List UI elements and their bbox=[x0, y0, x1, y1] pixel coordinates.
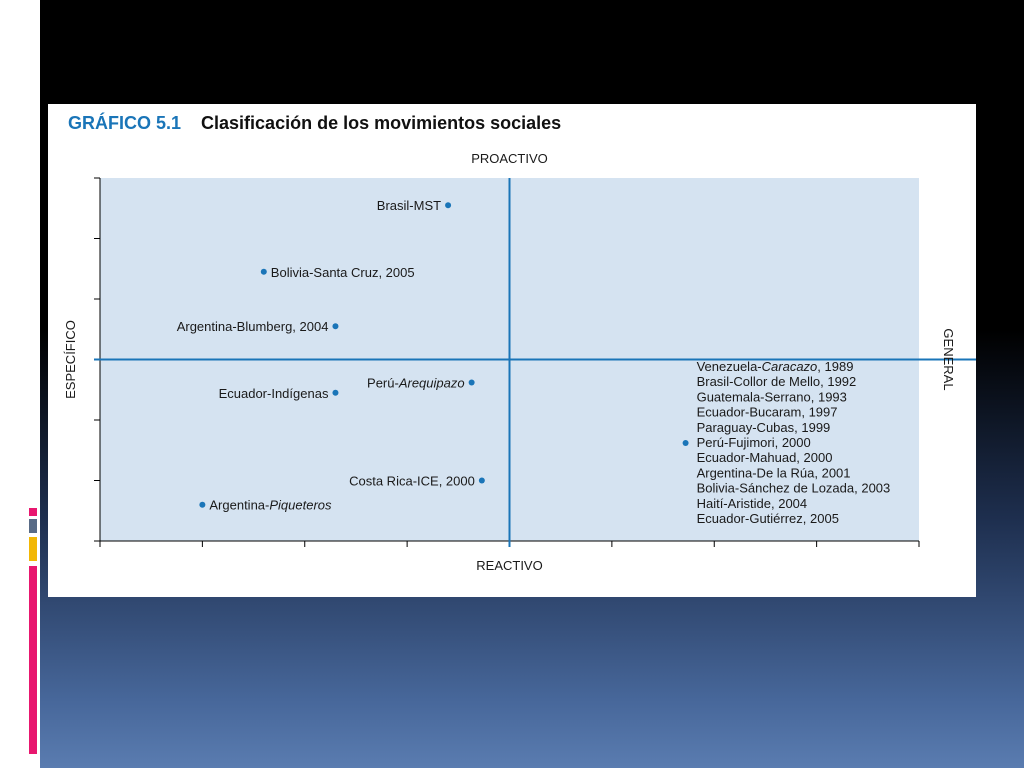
axis-label-right: GENERAL bbox=[941, 328, 956, 391]
data-point bbox=[261, 269, 267, 275]
figure-panel bbox=[48, 104, 976, 597]
data-label: Argentina-Piqueteros bbox=[209, 497, 332, 513]
data-point bbox=[332, 390, 338, 396]
accent-bar-yellow bbox=[29, 537, 37, 561]
data-label: Bolivia-Sánchez de Lozada, 2003 bbox=[696, 480, 891, 496]
data-label: Venezuela-Caracazo, 1989 bbox=[696, 358, 854, 374]
data-label: Paraguay-Cubas, 1999 bbox=[696, 419, 831, 435]
data-label: Argentina-De la Rúa, 2001 bbox=[696, 465, 851, 481]
axis-label-left: ESPECÍFICO bbox=[63, 320, 78, 399]
data-label: Haití-Aristide, 2004 bbox=[696, 495, 808, 511]
data-label: Brasil-Collor de Mello, 1992 bbox=[696, 374, 857, 390]
accent-bar-slate bbox=[29, 519, 37, 533]
data-point bbox=[332, 323, 338, 329]
data-label: Costa Rica-ICE, 2000 bbox=[349, 473, 475, 489]
data-label: Brasil-MST bbox=[376, 198, 442, 214]
data-label: Guatemala-Serrano, 1993 bbox=[696, 389, 847, 405]
data-point bbox=[445, 202, 451, 208]
data-label: Ecuador-Bucaram, 1997 bbox=[696, 404, 838, 420]
data-label: Perú-Arequipazo bbox=[367, 375, 465, 391]
data-label: Ecuador-Mahuad, 2000 bbox=[696, 450, 833, 466]
chart-svg bbox=[48, 104, 976, 597]
data-point bbox=[479, 478, 485, 484]
figure-heading: Clasificación de los movimientos sociales bbox=[201, 113, 562, 133]
data-label: Ecuador-Indígenas bbox=[218, 385, 329, 401]
accent-bar-pink bbox=[29, 508, 37, 516]
axis-label-top: PROACTIVO bbox=[471, 151, 548, 166]
data-point bbox=[199, 502, 205, 508]
data-label: Argentina-Blumberg, 2004 bbox=[176, 319, 329, 335]
data-label: Bolivia-Santa Cruz, 2005 bbox=[270, 264, 415, 280]
data-point bbox=[469, 379, 475, 385]
data-label: Perú-Fujimori, 2000 bbox=[696, 434, 811, 450]
data-point bbox=[683, 440, 689, 446]
figure-number: GRÁFICO 5.1 bbox=[68, 113, 182, 133]
data-label: Ecuador-Gutiérrez, 2005 bbox=[696, 510, 839, 526]
axis-label-bottom: REACTIVO bbox=[476, 558, 543, 573]
accent-bar-magenta bbox=[29, 566, 37, 754]
